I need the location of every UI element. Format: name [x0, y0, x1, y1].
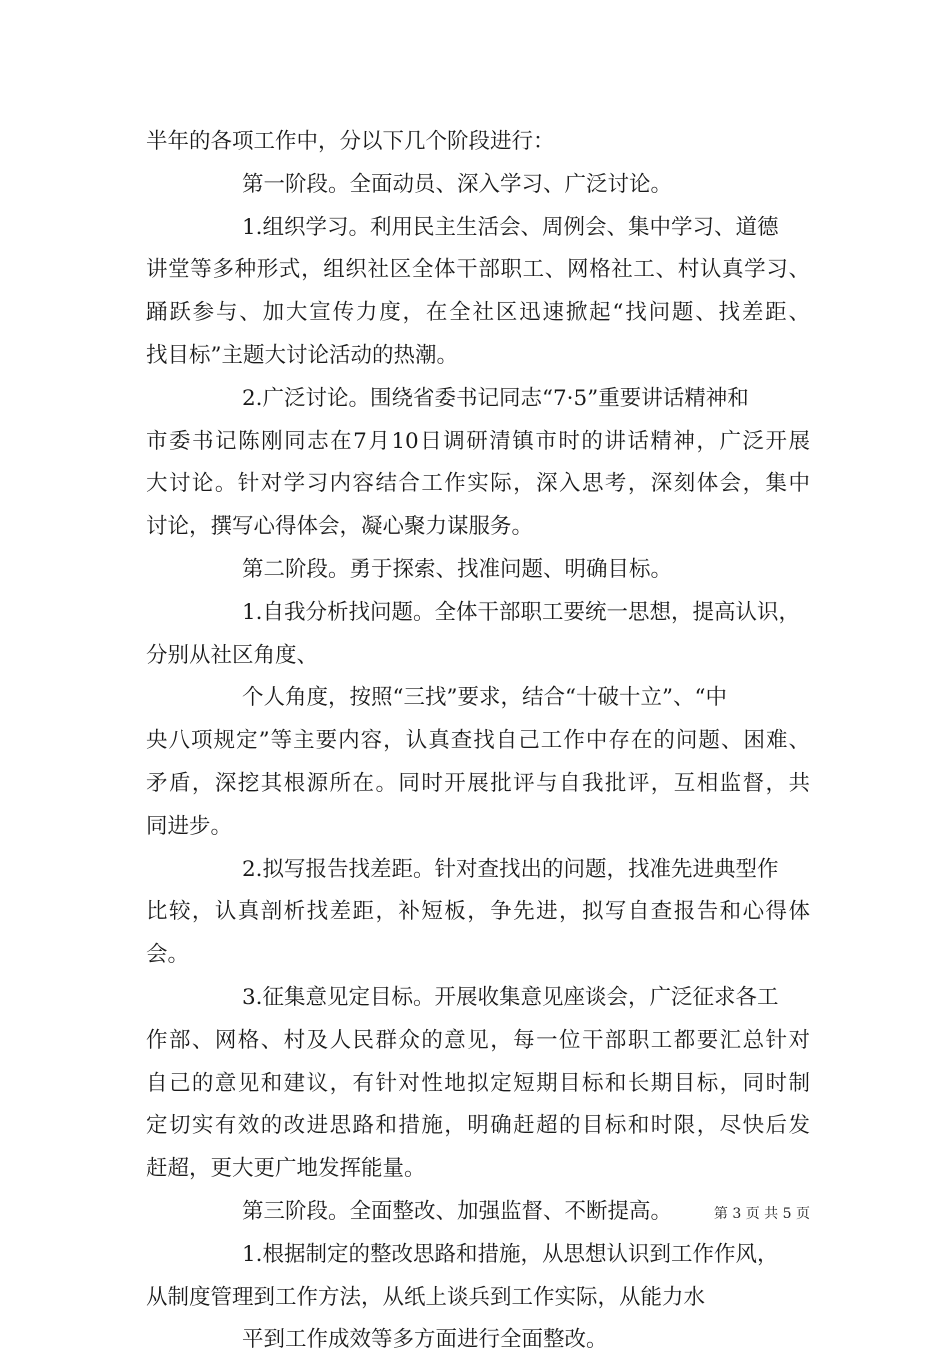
section-heading: 第三阶段。全面整改、加强监督、不断提高。 [242, 1198, 673, 1224]
text-line: 个人角度，按照“三找”要求，结合“十破十立”、“中 [242, 685, 727, 711]
text-line: 1.组织学习。利用民主生活会、周例会、集中学习、道德 [242, 214, 779, 240]
text-line: 1.自我分析找问题。全体干部职工要统一思想，提高认识， [242, 599, 801, 625]
section-heading: 第一阶段。全面动员、深入学习、广泛讨论。 [242, 171, 673, 197]
text-line: 2.广泛讨论。围绕省委书记同志“7·5”重要讲话精神和 [242, 385, 749, 411]
text-line: 踊跃参与、加大宣传力度，在全社区迅速掀起“找问题、找差距、 [146, 300, 810, 326]
document-body [146, 121, 810, 1362]
text-line: 1.根据制定的整改思路和措施，从思想认识到工作作风， [242, 1241, 779, 1267]
text-line: 赶超，更大更广地发挥能量。 [146, 1156, 426, 1182]
text-line: 讲堂等多种形式，组织社区全体干部职工、网格社工、村认真学习、 [146, 257, 810, 283]
text-line: 分别从社区角度、 [146, 642, 319, 668]
text-line: 矛盾，深挖其根源所在。同时开展批评与自我批评，互相监督，共 [146, 770, 810, 796]
text-line: 比较，认真剖析找差距，补短板，争先进，拟写自查报告和心得体 [146, 899, 810, 925]
section-heading: 第二阶段。勇于探索、找准问题、明确目标。 [242, 556, 673, 582]
text-line: 半年的各项工作中，分以下几个阶段进行： [146, 129, 555, 154]
text-line: 平到工作成效等多方面进行全面整改。 [242, 1327, 608, 1353]
text-line: 同进步。 [146, 813, 233, 839]
text-line: 作部、网格、村及人民群众的意见，每一位干部职工都要汇总针对 [146, 1027, 810, 1053]
text-line: 2.拟写报告找差距。针对查找出的问题，找准先进典型作 [242, 856, 779, 882]
text-line: 定切实有效的改进思路和措施，明确赶超的目标和时限，尽快后发 [146, 1113, 810, 1139]
text-line: 讨论，撰写心得体会，凝心聚力谋服务。 [146, 514, 534, 540]
text-line: 3.征集意见定目标。开展收集意见座谈会，广泛征求各工 [242, 984, 779, 1010]
text-line: 从制度管理到工作方法，从纸上谈兵到工作实际，从能力水 [146, 1284, 706, 1310]
text-line: 自己的意见和建议，有针对性地拟定短期目标和长期目标，同时制 [146, 1070, 810, 1096]
text-line: 市委书记陈刚同志在7月10日调研清镇市时的讲话精神，广泛开展 [146, 428, 810, 454]
text-line: 大讨论。针对学习内容结合工作实际，深入思考，深刻体会，集中 [146, 471, 810, 497]
text-line: 找目标”主题大讨论活动的热潮。 [146, 342, 458, 368]
page-number: 第 3 页 共 5 页 [713, 1206, 810, 1222]
text-line: 会。 [146, 942, 190, 968]
text-line: 央八项规定”等主要内容，认真查找自己工作中存在的问题、困难、 [146, 728, 810, 754]
